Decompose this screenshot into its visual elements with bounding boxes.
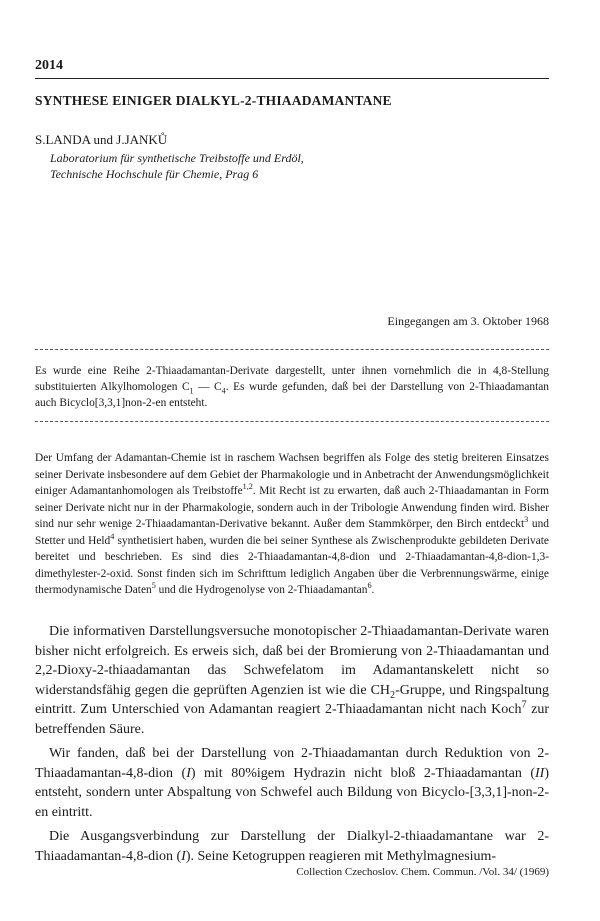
ref-5: 5 — [151, 581, 156, 591]
ref-6: 6 — [367, 581, 372, 591]
ref-1-2: 1,2 — [242, 482, 253, 492]
abstract — [35, 363, 549, 411]
ref-7: 7 — [521, 699, 527, 711]
p1-part-a: Die informativen Darstellungsversuche monotopischer 2-Thiaadamantan-Derivate waren bisher nicht erfolgreich. Es erweis sich, daß bei der Bromierung von 2-Thiaadamantan und 2,2-Dioxy-2-thiaadamantan das Schwefelatom im Adamantanskelett nicht so widerstandsfähig gegen die geprüften Agenzien ist wie die CH — [35, 624, 549, 698]
received-date: Eingegangen am 3. Oktober 1968 — [387, 314, 549, 328]
p3-part-a: Die Ausgangsverbindung zur Darstellung der Dialkyl-2-thiaadamantane war 2-Thiaadamantan-4,8-dion ( — [35, 829, 549, 864]
p2-part-a: Wir fanden, daß bei der Darstellung von 2-Thiaadamantan durch Reduktion von 2-Thiaadamantan-4,8-dion ( — [35, 746, 549, 781]
abstract-part-2: — C — [193, 381, 222, 393]
compound-label: I — [186, 765, 191, 781]
ref-3: 3 — [524, 515, 529, 525]
authors: S.LANDA und J.JANKŮ — [35, 132, 168, 147]
journal-citation: Collection Czechoslov. Chem. Commun. /Vol. 34/ (1969) — [296, 866, 549, 878]
abstract-text — [35, 363, 549, 411]
article-title: SYNTHESE EINIGER DIALKYL-2-THIAADAMANTANE — [35, 93, 392, 108]
introduction — [35, 450, 549, 599]
abstract-sub-1: 1 — [189, 386, 194, 396]
p1-part-c: zur betreffenden Säure. — [35, 702, 549, 737]
ref-4: 4 — [110, 531, 115, 541]
paragraph-1 — [35, 622, 549, 739]
intro-part-2: . Mit Recht ist zu erwarten, daß auch 2-Thiaadamantan in Form seiner Derivate nicht nur in der Pharmakologie, sondern auch in der Tribologie Anwendung finden wird. Bisher sind nur sehr wenige 2-Thiaadamantan-Derivative bekannt. Außer dem Stammkörper, den Birch entdeckt — [35, 485, 549, 530]
paragraph-3 — [35, 827, 549, 866]
compound-label: I — [181, 848, 186, 864]
abstract-rule-bottom — [35, 421, 549, 422]
affiliation-line-2: Technische Hochschule für Chemie, Prag 6 — [50, 167, 259, 181]
paragraph-2 — [35, 744, 549, 822]
abstract-part-3: . Es wurde gefunden, daß bei der Darstellung von 2-Thiaadamantan auch Bicyclo[3,3,1]non-2-en entsteht. — [35, 381, 549, 409]
abstract-rule-top — [35, 349, 549, 350]
affiliation-line-1: Laboratorium für synthetische Treibstoffe und Erdöl, — [50, 151, 304, 165]
p3-part-b: ). Seine Ketogruppen reagieren mit Methylmagnesium- — [185, 848, 497, 864]
intro-part-4: synthetisiert haben, wurden die bei seiner Synthese als Zwischenprodukte gebildeten Derivate bereitet und beschrieben. Es sind dies 2-Thiaadamantan-4,8-dion und 2-Thiaadamantan-4,8-dion-1,3-dimethylester-2-oxid. Sonst finden sich im Schrifttum lediglich Angaben über die Verbrennungswärme, einige thermodynamische Daten — [35, 534, 549, 596]
p2-part-c: ) entsteht, sondern unter Abspaltung von Schwefel auch Bildung von Bicyclo-[3,3,1]-non-2-en eintritt. — [35, 765, 550, 820]
page — [35, 0, 549, 921]
p2-part-b: ) mit 80%igem Hydrazin nicht bloß 2-Thiaadamantan ( — [190, 765, 536, 781]
page-number: 2014 — [35, 58, 63, 73]
header-rule — [35, 78, 549, 79]
intro-part-3: und Stetter und Held — [35, 518, 549, 547]
main-text — [35, 622, 549, 871]
intro-part-5: und die Hydrogenolyse von 2-Thiaadamantan — [155, 584, 368, 596]
abstract-part-1: Es wurde eine Reihe 2-Thiaadamantan-Derivate dargestellt, unter ihnen vornehmlich die in 4,8-Stellung substituierten Alkylhomologen C — [35, 365, 549, 393]
p1-part-b: -Gruppe, und Ringspaltung eintritt. Zum Unterschied von Adamantan reagiert 2-Thiaadamantan nicht nach Koch — [35, 682, 549, 717]
introduction-text — [35, 450, 549, 599]
compound-label: II — [535, 765, 545, 781]
abstract-sub-2: 4 — [221, 386, 226, 396]
intro-part-6: . — [371, 584, 375, 596]
intro-part-1: Der Umfang der Adamantan-Chemie ist in raschem Wachsen begriffen als Folge des stetig breiteren Einsatzes seiner Derivate insbesondere auf dem Gebiet der Pharmakologie und in Anbetracht der Anwendungsmöglichkeit einiger Adamantanhomologen als Treibstoffe — [35, 452, 549, 497]
p1-subscript: 2 — [390, 689, 396, 701]
